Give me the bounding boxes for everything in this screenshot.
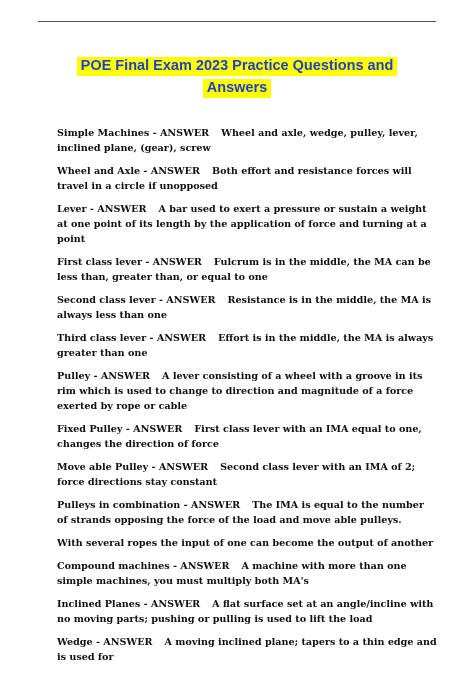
qa-answer: Both effort and resistance forces will travel in a circle if unopposed bbox=[57, 166, 412, 192]
qa-answer: First class lever with an IMA equal to one, changes the direction of force bbox=[57, 424, 422, 450]
qa-answer: The IMA is equal to the number of strands opposing the force of the load and move able pulleys. bbox=[57, 500, 424, 526]
qa-question: Pulley - ANSWER bbox=[57, 371, 151, 382]
title-line-1: POE Final Exam 2023 Practice Questions and bbox=[77, 57, 398, 76]
qa-question: With several ropes the input of one can become the output of another bbox=[57, 538, 434, 549]
qa-item bbox=[57, 597, 437, 627]
qa-answer: A moving inclined plane; tapers to a thin edge and is used for bbox=[57, 637, 437, 663]
title-line-2: Answers bbox=[203, 79, 271, 98]
qa-item bbox=[57, 369, 437, 414]
qa-item bbox=[57, 635, 437, 665]
qa-answer: Effort is in the middle, the MA is always greater than one bbox=[57, 333, 434, 359]
document-title bbox=[0, 57, 474, 101]
qa-item bbox=[57, 536, 437, 551]
qa-question: Inclined Planes - ANSWER bbox=[57, 599, 201, 610]
qa-question: Simple Machines - ANSWER bbox=[57, 128, 210, 139]
qa-answer: A machine with more than one simple machines, you must multiply both MA's bbox=[57, 561, 407, 587]
qa-question: Lever - ANSWER bbox=[57, 204, 147, 215]
qa-question: Pulleys in combination - ANSWER bbox=[57, 500, 241, 511]
qa-answer: Fulcrum is in the middle, the MA can be less than, greater than, or equal to one bbox=[57, 257, 431, 283]
qa-item bbox=[57, 331, 437, 361]
qa-answer: A lever consisting of a wheel with a groove in its rim which is used to change to direction and magnitude of a force exerted by rope or cable bbox=[57, 371, 423, 412]
qa-question: Compound machines - ANSWER bbox=[57, 561, 230, 572]
qa-question: Third class lever - ANSWER bbox=[57, 333, 207, 344]
qa-item bbox=[57, 460, 437, 490]
qa-item bbox=[57, 164, 437, 194]
qa-list bbox=[57, 126, 437, 673]
qa-question: Move able Pulley - ANSWER bbox=[57, 462, 209, 473]
qa-item bbox=[57, 498, 437, 528]
qa-question: Wedge - ANSWER bbox=[57, 637, 153, 648]
qa-item bbox=[57, 126, 437, 156]
qa-answer: Resistance is in the middle, the MA is always less than one bbox=[57, 295, 432, 321]
qa-question: Fixed Pulley - ANSWER bbox=[57, 424, 183, 435]
qa-answer: A bar used to exert a pressure or sustain a weight at one point of its length by the application of force and turning at a point bbox=[57, 204, 427, 245]
qa-answer: A flat surface set at an angle/incline with no moving parts; pushing or pulling is used to lift the load bbox=[57, 599, 434, 625]
qa-item bbox=[57, 559, 437, 589]
qa-answer: Wheel and axle, wedge, pulley, lever, inclined plane, (gear), screw bbox=[57, 128, 418, 154]
qa-item bbox=[57, 255, 437, 285]
qa-item bbox=[57, 202, 437, 247]
header-rule bbox=[38, 21, 436, 22]
qa-question: First class lever - ANSWER bbox=[57, 257, 202, 268]
qa-answer: Second class lever with an IMA of 2; force directions stay constant bbox=[57, 462, 416, 488]
qa-item bbox=[57, 422, 437, 452]
qa-question: Second class lever - ANSWER bbox=[57, 295, 216, 306]
qa-question: Wheel and Axle - ANSWER bbox=[57, 166, 200, 177]
qa-item bbox=[57, 293, 437, 323]
